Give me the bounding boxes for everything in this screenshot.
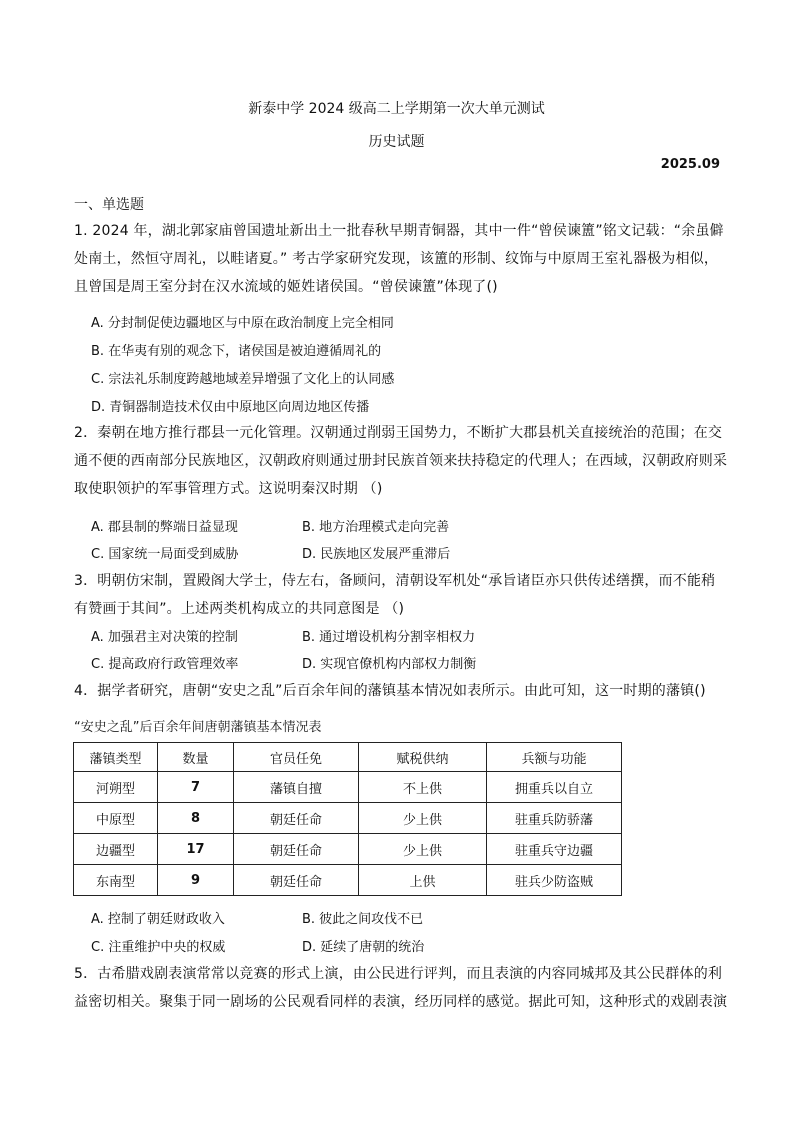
exam-subtitle: 历史试题 (368, 134, 425, 150)
question-3-line-2: 有赞画于其间”。上述两类机构成立的共同意图是 （) (74, 601, 405, 617)
question-3-option-b[interactable]: B. 通过增设机构分割宰相权力 (302, 630, 476, 645)
table-cell: 9 (158, 865, 234, 896)
table-header-cell: 赋税供纳 (359, 743, 487, 772)
question-1-line-3: 且曾国是周王室分封在汉水流域的姬姓诸侯国。“曾侯谏簠”体现了() (74, 279, 498, 295)
question-1-line-2: 处南土，然恒守周礼，以畦诸夏。” 考古学家研究发现，该簠的形制、纹饰与中原周王室礼器极为相似， (74, 251, 719, 267)
question-1-option-d[interactable]: D. 青铜器制造技术仅由中原地区向周边地区传播 (91, 400, 370, 415)
question-2-option-a[interactable]: A. 郡县制的弊端日益显现 (91, 520, 238, 535)
table-cell: 河朔型 (74, 772, 158, 803)
table-cell: 7 (158, 772, 234, 803)
question-5-line-1: 5．古希腊戏剧表演常常以竞赛的形式上演，由公民进行评判，而且表演的内容同城邦及其公民群体的利 (74, 966, 723, 982)
table-row (74, 865, 622, 896)
question-2-line-1: 2．秦朝在地方推行郡县一元化管理。汉朝通过削弱王国势力，不断扩大郡县机关直接统治的范围；在交 (74, 425, 723, 441)
table-cell: 少上供 (359, 834, 487, 865)
table-cell: 朝廷任命 (234, 865, 359, 896)
table-caption: “安史之乱”后百余年间唐朝藩镇基本情况表 (74, 720, 322, 735)
table-cell: 边疆型 (74, 834, 158, 865)
table-cell: 不上供 (359, 772, 487, 803)
fanzhen-table (73, 742, 622, 896)
question-2-line-2: 通不便的西南部分民族地区，汉朝政府则通过册封民族首领来扶持稳定的代理人；在西域，汉朝政府则采 (74, 453, 728, 469)
table-row (74, 803, 622, 834)
table-cell: 朝廷任命 (234, 834, 359, 865)
table-cell: 驻兵少防盗贼 (487, 865, 622, 896)
table-cell: 8 (158, 803, 234, 834)
question-4-option-d[interactable]: D. 延续了唐朝的统治 (302, 940, 425, 955)
table-row (74, 834, 622, 865)
question-1-option-c[interactable]: C. 宗法礼乐制度跨越地域差异增强了文化上的认同感 (91, 372, 395, 387)
question-1-option-a[interactable]: A. 分封制促使边疆地区与中原在政治制度上完全相同 (91, 316, 394, 331)
table-cell: 中原型 (74, 803, 158, 834)
table-header-cell: 兵额与功能 (487, 743, 622, 772)
question-3-option-d[interactable]: D. 实现官僚机构内部权力制衡 (302, 657, 477, 672)
table-header-cell: 数量 (158, 743, 234, 772)
exam-title: 新泰中学 2024 级高二上学期第一次大单元测试 (248, 101, 545, 117)
question-2-line-3: 取使职领护的军事管理方式。这说明秦汉时期 （) (74, 481, 383, 497)
question-1-line-1: 1. 2024 年，湖北郭家庙曾国遗址新出土一批春秋早期青铜器，其中一件“曾侯谏簠”铭文记载：“余虽僻 (74, 223, 724, 239)
table-cell: 藩镇自擅 (234, 772, 359, 803)
table-cell: 东南型 (74, 865, 158, 896)
table-header-cell: 官员任免 (234, 743, 359, 772)
table-cell: 驻重兵守边疆 (487, 834, 622, 865)
question-1-option-b[interactable]: B. 在华夷有别的观念下，诸侯国是被迫遵循周礼的 (91, 344, 382, 359)
question-2-option-b[interactable]: B. 地方治理模式走向完善 (302, 520, 450, 535)
table-cell: 朝廷任命 (234, 803, 359, 834)
question-4-line-1: 4．据学者研究，唐朝“安史之乱”后百余年间的藩镇基本情况如表所示。由此可知，这一时期的藩镇() (74, 683, 706, 699)
question-4-option-b[interactable]: B. 彼此之间攻伐不已 (302, 912, 424, 927)
table-cell: 17 (158, 834, 234, 865)
question-4-option-a[interactable]: A. 控制了朝廷财政收入 (91, 912, 225, 927)
table-row (74, 772, 622, 803)
table-cell: 驻重兵防骄藩 (487, 803, 622, 834)
exam-date: 2025.09 (660, 157, 720, 172)
question-4-option-c[interactable]: C. 注重维护中央的权威 (91, 940, 226, 955)
table-cell: 拥重兵以自立 (487, 772, 622, 803)
question-3-line-1: 3．明朝仿宋制，置殿阁大学士，侍左右，备顾问，清朝设军机处“承旨诸臣亦只供传述缮撰，而不能稍 (74, 573, 716, 589)
table-cell: 上供 (359, 865, 487, 896)
table-cell: 少上供 (359, 803, 487, 834)
table-header-cell: 藩镇类型 (74, 743, 158, 772)
question-3-option-c[interactable]: C. 提高政府行政管理效率 (91, 657, 239, 672)
question-3-option-a[interactable]: A. 加强君主对决策的控制 (91, 630, 238, 645)
section-heading: 一、单选题 (74, 197, 144, 213)
question-2-option-d[interactable]: D. 民族地区发展严重滞后 (302, 547, 451, 562)
question-5-line-2: 益密切相关。聚集于同一剧场的公民观看同样的表演，经历同样的感觉。据此可知，这种形式的戏剧表演 (74, 994, 728, 1010)
table-header-row (74, 743, 622, 772)
question-2-option-c[interactable]: C. 国家统一局面受到威胁 (91, 547, 239, 562)
